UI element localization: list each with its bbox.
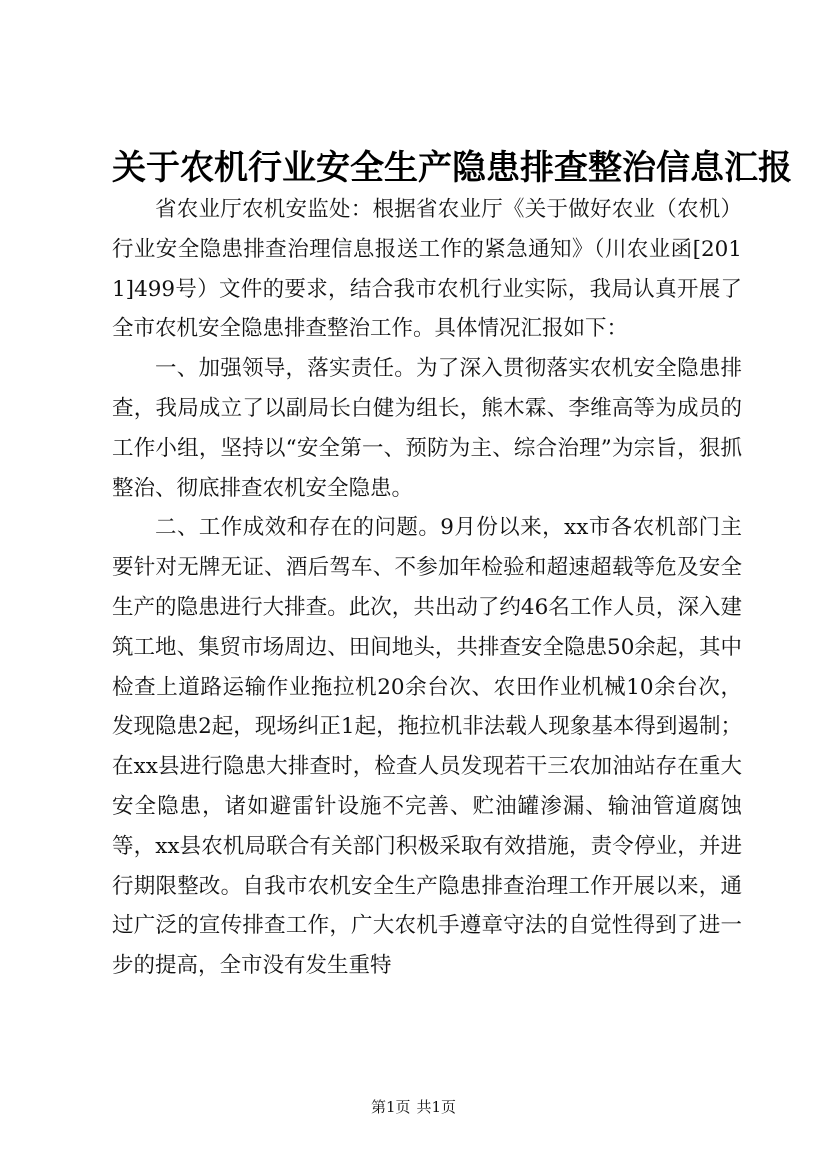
- page-number: 第1页: [370, 1098, 411, 1116]
- paragraph-intro: 省农业厅农机安监处：根据省农业厅《关于做好农业（农机）行业安全隐患排查治理信息报送工作的紧急通知》（川农业函[2011]499号）文件的要求，结合我市农机行业实际，我局认真开展了全市农机安全隐患排查整治工作。具体情况汇报如下：: [112, 197, 742, 342]
- document-body: [112, 190, 742, 986]
- page-total: 共1页: [416, 1098, 457, 1116]
- document-title: 关于农机行业安全生产隐患排查整治信息汇报: [112, 148, 792, 188]
- paragraph-section-two: 二、工作成效和存在的问题。9月份以来，xx市各农机部门主要针对无牌无证、酒后驾车、不参加年检验和超速超载等危及安全生产的隐患进行大排查。此次，共出动了约46名工作人员，深入建筑工地、集贸市场周边、田间地头，共排查安全隐患50余起，其中检查上道路运输作业拖拉机20余台次、农田作业机械10余台次，发现隐患2起，现场纠正1起，拖拉机非法载人现象基本得到遏制；在xx县进行隐患大排查时，检查人员发现若干三农加油站存在重大安全隐患，诸如避雷针设施不完善、贮油罐渗漏、输油管道腐蚀等，xx县农机局联合有关部门积极采取有效措施，责令停业，并进行期限整改。自我市农机安全生产隐患排查治理工作开展以来，通过广泛的宣传排查工作，广大农机手遵章守法的自觉性得到了进一步的提高，全市没有发生重特: [112, 515, 742, 979]
- paragraph-section-one: 一、加强领导，落实责任。为了深入贯彻落实农机安全隐患排查，我局成立了以副局长白健为组长，熊木霖、李维高等为成员的工作小组，坚持以“安全第一、预防为主、综合治理”为宗旨，狠抓整治、彻底排查农机安全隐患。: [112, 356, 742, 501]
- page-footer: [0, 1097, 827, 1117]
